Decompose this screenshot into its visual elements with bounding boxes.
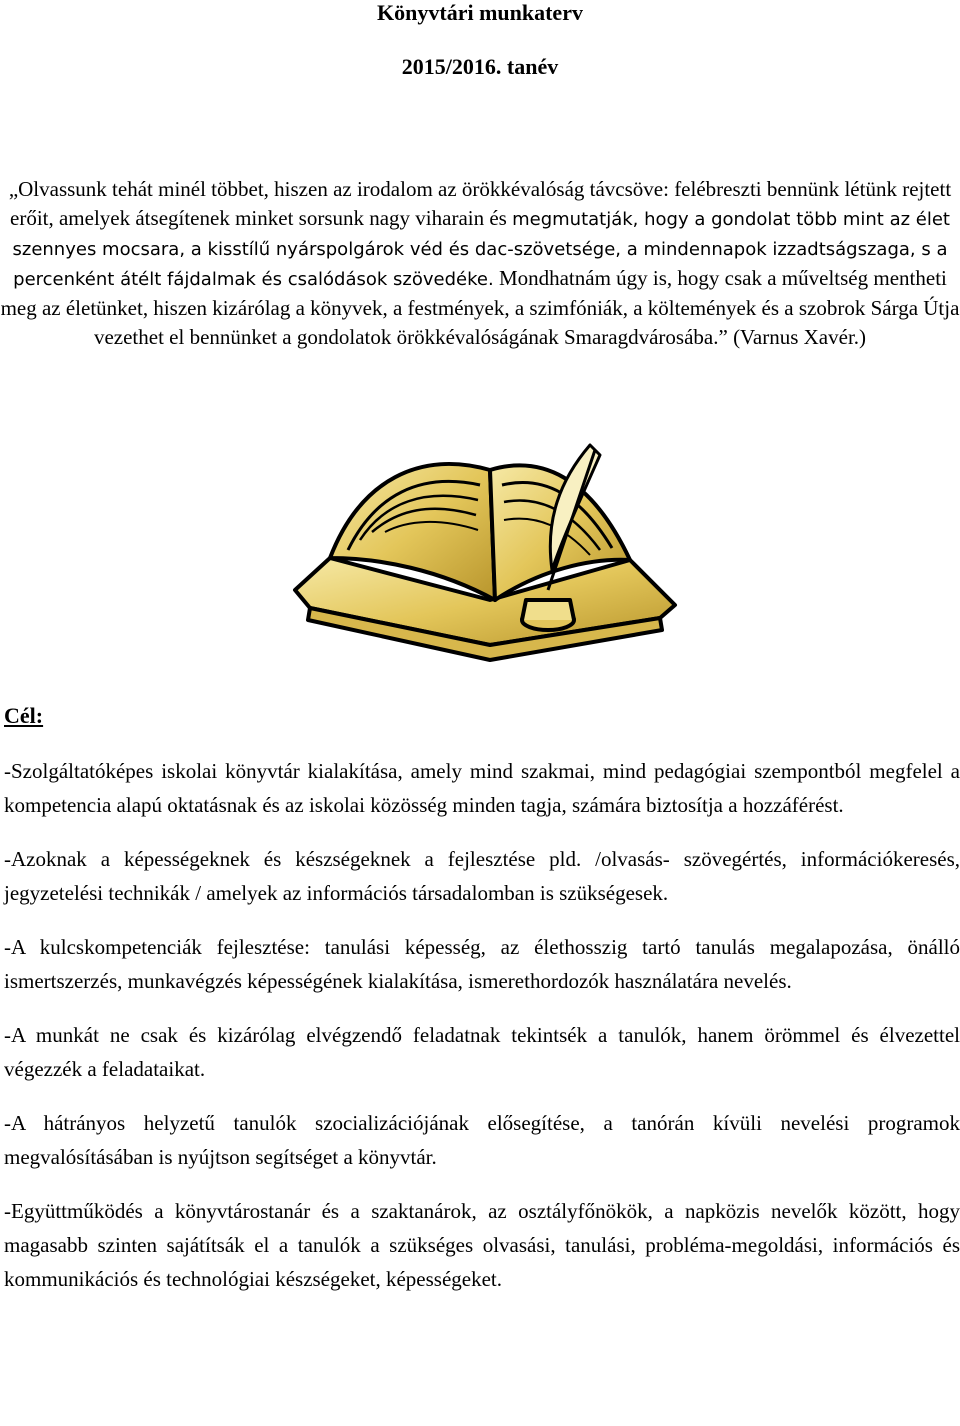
goal-item: -Együttműködés a könyvtárostanár és a szaktanárok, az osztályfőnökök, a napközis nevelők között, hogy magasabb szinten sajátítsák el a tanulók a szükséges olvasási, tanulási, probléma-megoldási, információs és kommunikációs és technológiai készségeket, képességeket. [4, 1199, 960, 1291]
goal-list [4, 754, 960, 1316]
goal-item: -A hátrányos helyzetű tanulók szocializációjának elősegítése, a tanórán kívüli nevelési programok megvalósításában is nyújtson segítséget a könyvtár. [4, 1111, 960, 1169]
goal-item: -Szolgáltatóképes iskolai könyvtár kialakítása, amely mind szakmai, mind pedagógiai szempontból megfelel a kompetencia alapú oktatásnak és az iskolai közösség minden tagja, számára biztosítja a hozzáférést. [4, 759, 960, 817]
goal-item: -Azoknak a képességeknek és készségeknek a fejlesztése pld. /olvasás- szövegértés, információkeresés, jegyzetelési technikák / amelyek az információs társadalomban is szükségesek. [4, 847, 960, 905]
quote-part-2: megmutatják, hogy a gondolat több mint az élet szennyes mocsara, a kisstílű nyárspolgárok véd és dac-szövetsége, a mindennapok izzadtságszaga, s a percenként átélt fájdalmak és csalódások szövedéke. [12, 209, 950, 290]
goal-heading: Cél: [4, 703, 44, 728]
document-title: Könyvtári munkaterv [377, 0, 583, 25]
quote-part-3: Mondhatnám úgy is, hogy csak a műveltség mentheti meg az életünket, hiszen kizárólag a könyvek, a festmények, a szimfóniák, a költemények és a szobrok Sárga Útja vezethet el bennünket a gondolatok örökkévalóságának Smaragdvárosába.” (Varnus Xavér.) [0, 266, 960, 349]
goal-item: -A kulcskompetenciák fejlesztése: tanulási képesség, az élethosszig tartó tanulás megalapozása, önálló ismertszerzés, munkavégzés képességének kialakítása, ismerethordozók használatára nevelés. [4, 935, 960, 993]
goal-item: -A munkát ne csak és kizárólag elvégzendő feladatnak tekintsék a tanulók, hanem örömmel és élvezettel végezzék a feladataikat. [4, 1023, 960, 1081]
school-year: 2015/2016. tanév [401, 54, 559, 79]
quote-part-1: „Olvassunk tehát minél többet, hiszen az irodalom az örökkévalóság távcsöve: felébreszti bennünk létünk rejtett erőit, amelyek átsegítenek minket sorsunk nagy viharain és [8, 177, 952, 230]
epigraph-quote [0, 175, 960, 352]
open-book-with-quill-icon [290, 440, 680, 665]
